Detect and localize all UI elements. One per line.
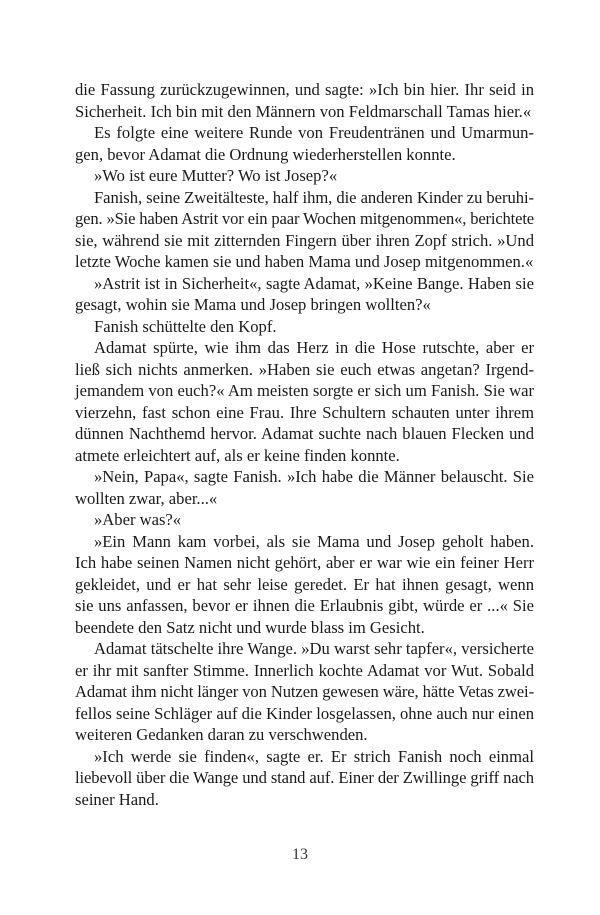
text-line: »Wo ist eure Mutter? Wo ist Josep?« [94,166,338,185]
text-line: Adamat ihm nicht länger von Nutzen gewesen wäre, hätte Vetas zwei- [75,682,534,701]
text-line: sie, während sie mit zitternden Fingern über ihren Zopf strich. »Und [75,230,534,250]
text-line: Es folgte eine weitere Runde von Freudentränen und Umarmun- [94,123,534,142]
text-line: sie uns anfassen, bevor er ihnen die Erlaubnis gibt, würde er ...« Sie [75,596,534,615]
text-line: ließ sich nichts anmerken. »Haben sie euch etwas angetan? Irgend- [75,359,534,379]
text-line: wollten zwar, aber...« [75,488,218,508]
text-line: gen. »Sie haben Astrit vor ein paar Wochen mitgenommen«, berichtete [75,209,534,228]
text-line: liebevoll über die Wange und stand auf. Einer der Zwillinge griff nach [75,768,535,787]
text-line: weiteren Gedanken daran zu verschwenden. [75,725,368,744]
page-number: 13 [292,846,308,863]
text-line: Fanish, seine Zweitälteste, half ihm, die anderen Kinder zu beruhi- [94,187,534,207]
text-line: »Ich werde sie finden«, sagte er. Er strich Fanish noch einmal [94,746,534,766]
text-line: fellos seine Schläger auf die Kinder losgelassen, ohne auch nur einen [75,703,534,723]
text-line: letzte Woche kamen sie und haben Mama und Josep mitgenommen.« [75,252,534,271]
text-line: »Nein, Papa«, sagte Fanish. »Ich habe die Männer belauscht. Sie [94,467,534,486]
text-line: »Aber was?« [94,510,182,529]
text-line: vierzehn, fast schon eine Frau. Ihre Schultern schauten unter ihrem [75,402,534,422]
text-line: dünnen Nachthemd hervor. Adamat suchte nach blauen Flecken und [75,424,534,443]
text-line: Adamat tätschelte ihre Wange. »Du warst sehr tapfer«, versicherte [94,639,534,658]
text-line: Fanish schüttelte den Kopf. [94,316,277,336]
text-line: gekleidet, und er hat sehr leise geredet. Er hat ihnen gesagt, wenn [75,574,534,594]
text-line: »Astrit ist in Sicherheit«, sagte Adamat, »Keine Bange. Haben sie [94,273,534,293]
text-line: »Ein Mann kam vorbei, als sie Mama und Josep geholt haben. [94,531,534,551]
text-line: gesagt, wohin sie Mama und Josep bringen wollten?« [75,295,431,314]
text-line: er ihr mit sanfter Stimme. Innerlich kochte Adamat vor Wut. Sobald [75,660,534,680]
text-line: gen, bevor Adamat die Ordnung wiederherstellen konnte. [75,144,456,164]
text-line: atmete erleichtert auf, als er keine finden konnte. [75,445,400,465]
text-line: Ich habe seinen Namen nicht gehört, aber er war wie ein feiner Herr [75,553,534,572]
text-line: beendete den Satz nicht und wurde blass im Gesicht. [75,617,425,637]
text-line: die Fassung zurückzugewinnen, und sagte: »Ich bin hier. Ihr seid in [75,80,534,99]
text-line: Adamat spürte, wie ihm das Herz in die Hose rutschte, aber er [94,338,534,357]
text-line: Sicherheit. Ich bin mit den Männern von Feldmarschall Tamas hier.« [75,101,532,121]
text-line: jemandem von euch?« Am meisten sorgte er sich um Fanish. Sie war [75,381,534,400]
body-text [75,79,534,810]
text-line: seiner Hand. [75,789,159,809]
